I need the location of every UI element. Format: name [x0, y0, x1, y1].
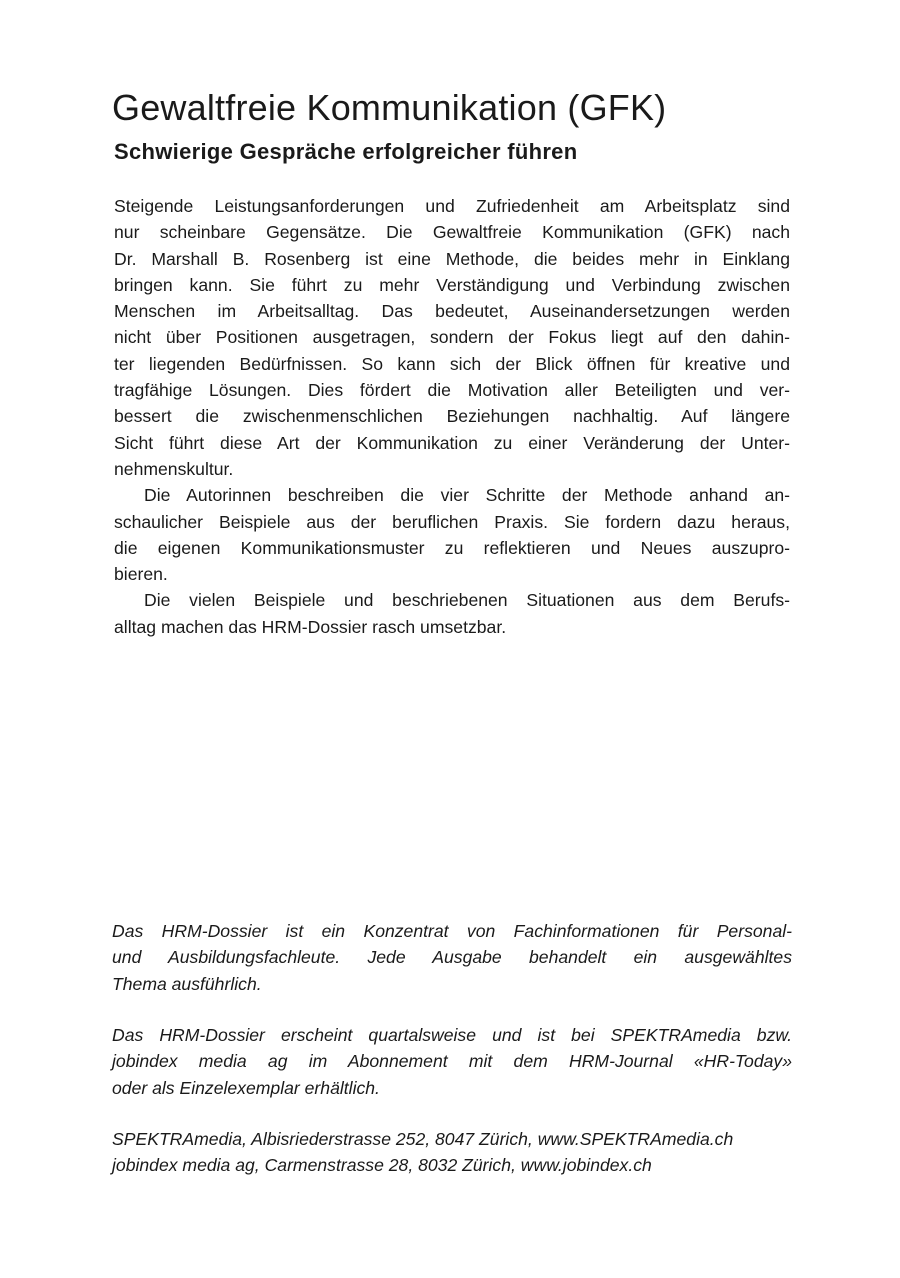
description-line: Die vielen Beispiele und beschriebenen Situationen aus dem Berufs- [144, 590, 790, 611]
publisher-address-spektramedia: SPEKTRAmedia, Albisriederstrasse 252, 8047 Zürich, www.SPEKTRAmedia.ch [112, 1129, 734, 1149]
dossier-info-line: Thema ausführlich. [112, 973, 262, 994]
subscription-info-line: oder als Einzelexemplar erhältlich. [112, 1077, 380, 1098]
subscription-info-line: Das HRM-Dossier erscheint quartalsweise und ist bei SPEKTRAmedia bzw. [112, 1025, 792, 1045]
description-line: bessert die zwischenmenschlichen Beziehungen nachhaltig. Auf längere [114, 406, 790, 427]
dossier-info-line: und Ausbildungsfachleute. Jede Ausgabe behandelt ein ausgewähltes [112, 947, 792, 968]
description-line: nehmenskultur. [114, 458, 234, 479]
dossier-info-line: Das HRM-Dossier ist ein Konzentrat von Fachinformationen für Personal- [112, 921, 792, 941]
description-line: die eigenen Kommunikationsmuster zu reflektieren und Neues auszupro- [114, 537, 790, 558]
description-line: ter liegenden Bedürfnissen. So kann sich der Blick öffnen für kreative und [114, 353, 790, 374]
page-subtitle: Schwierige Gespräche erfolgreicher führen [114, 139, 578, 164]
description-line: bieren. [114, 564, 168, 585]
page-title: Gewaltfreie Kommunikation (GFK) [112, 87, 667, 128]
description-line: Menschen im Arbeitsalltag. Das bedeutet, Auseinandersetzungen werden [114, 301, 790, 322]
publisher-address-jobindex: jobindex media ag, Carmenstrasse 28, 8032 Zürich, www.jobindex.ch [112, 1155, 652, 1176]
description-line: nicht über Positionen ausgetragen, sondern der Fokus liegt auf den dahin- [114, 327, 790, 348]
description-line: Sicht führt diese Art der Kommunikation zu einer Veränderung der Unter- [114, 432, 790, 453]
subscription-info-line: jobindex media ag im Abonnement mit dem HRM-Journal «HR-Today» [112, 1051, 792, 1072]
description-line: tragfähige Lösungen. Dies fördert die Motivation aller Beteiligten und ver- [114, 380, 790, 401]
description-line: Dr. Marshall B. Rosenberg ist eine Methode, die beides mehr in Einklang [114, 248, 790, 269]
description-line: alltag machen das HRM-Dossier rasch umsetzbar. [114, 616, 507, 637]
subscription-info-paragraph [112, 1022, 792, 1101]
publisher-addresses [112, 1126, 792, 1179]
description-line: nur scheinbare Gegensätze. Die Gewaltfreie Kommunikation (GFK) nach [114, 222, 790, 243]
description-line: schaulicher Beispiele aus der beruflichen Praxis. Sie fordern dazu heraus, [114, 511, 790, 532]
description-line: bringen kann. Sie führt zu mehr Verständigung und Verbindung zwischen [114, 274, 790, 295]
description-line: Steigende Leistungsanforderungen und Zufriedenheit am Arbeitsplatz sind [114, 196, 790, 216]
description-text [114, 193, 790, 640]
dossier-info-paragraph [112, 918, 792, 997]
description-line: Die Autorinnen beschreiben die vier Schritte der Methode anhand an- [144, 485, 790, 506]
